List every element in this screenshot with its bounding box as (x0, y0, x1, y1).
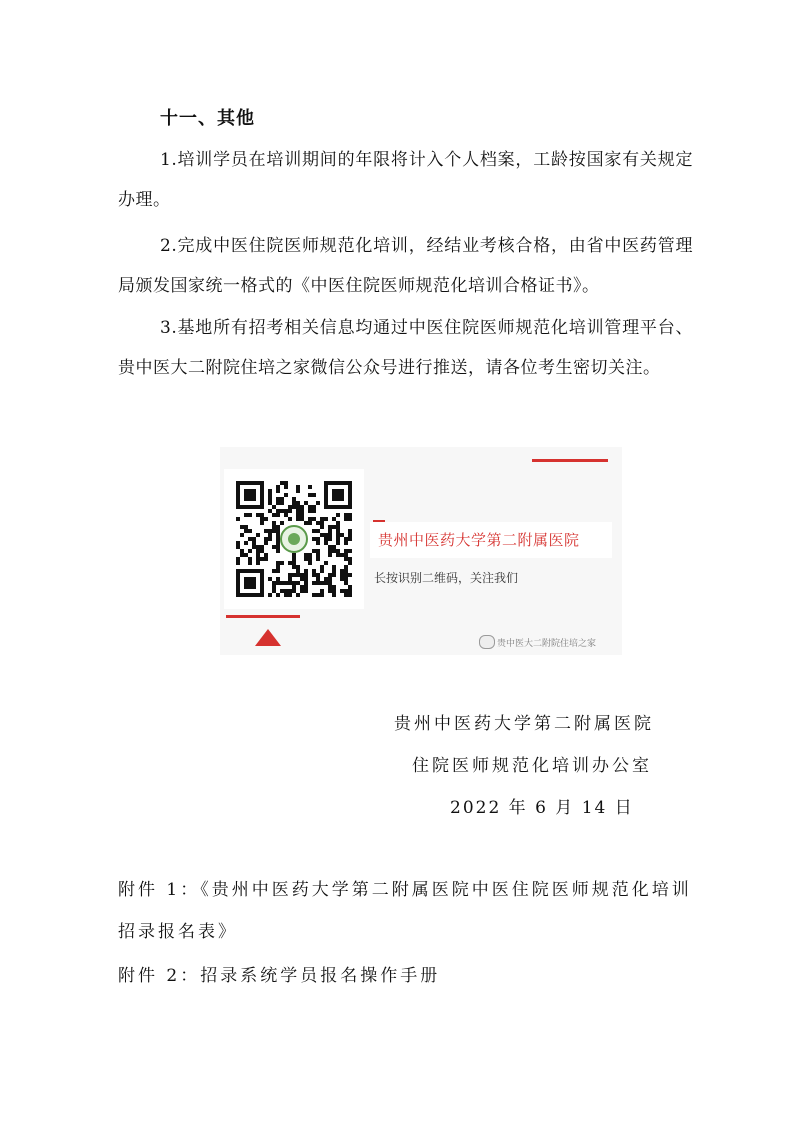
accent-line-bottom (226, 615, 300, 618)
attachment-2[interactable]: 附件 2：招录系统学员报名操作手册 (118, 966, 441, 986)
signature-org-1: 贵州中医药大学第二附属医院 (394, 714, 654, 734)
qr-caption: 长按识别二维码，关注我们 (374, 571, 519, 585)
triangle-up-icon (255, 629, 281, 646)
qr-code[interactable] (224, 469, 364, 609)
paragraph-2: 2.完成中医住院医师规范化培训，经结业考核合格，由省中医药管理局颁发国家统一格式的《中医住院医师规范化培训合格证书》。 (118, 236, 693, 296)
wechat-icon (479, 635, 495, 649)
paragraph-1: 1.培训学员在培训期间的年限将计入个人档案，工龄按国家有关规定办理。 (118, 150, 693, 210)
paragraph-3: 3.基地所有招考相关信息均通过中医住院医师规范化培训管理平台、贵中医大二附院住培之家微信公众号进行推送，请各位考生密切关注。 (118, 318, 693, 378)
qr-code-icon (224, 469, 364, 609)
attachment-1[interactable]: 附件 1：《贵州中医药大学第二附属医院中医住院医师规范化培训招录报名表》 (118, 880, 692, 942)
banner-title: 贵州中医药大学第二附属医院 (378, 531, 580, 549)
section-heading: 十一、其他 (160, 108, 255, 129)
accent-line (532, 459, 608, 462)
signature-date: 2022 年 6 月 14 日 (450, 798, 634, 818)
source-label: 贵中医大二附院住培之家 (497, 639, 597, 649)
signature-org-2: 住院医师规范化培训办公室 (412, 756, 652, 776)
